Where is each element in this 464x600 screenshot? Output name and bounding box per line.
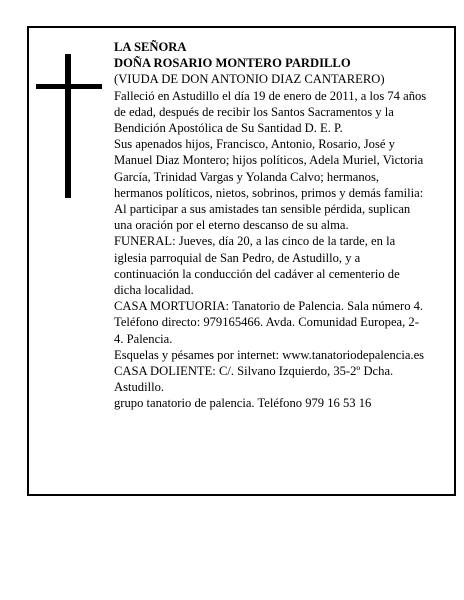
home-paragraph: CASA DOLIENTE: C/. Silvano Izquierdo, 35-2º Dcha. Astudillo. (114, 364, 394, 395)
request-paragraph: Al participar a sus amistades tan sensible pérdida, suplican una oración por el eterno descanso de su alma. (114, 202, 411, 233)
mortuary-paragraph: CASA MORTUORIA: Tanatorio de Palencia. Sala número 4. Teléfono directo: 979165466. Avda. Comunidad Europea, 2-4. Palencia. (114, 299, 424, 346)
death-paragraph: Falleció en Astudillo el día 19 de enero de 2011, a los 74 años de edad, después de recibir los Santos Sacramentos y la Bendición Apostólica de Su Santidad D. E. P. (114, 88, 427, 136)
widow-note: (VIUDA DE DON ANTONIO DIAZ CANTARERO) (114, 72, 385, 87)
cross-horizontal-bar (36, 84, 102, 89)
cross-icon (36, 54, 102, 198)
family-paragraph: Sus apenados hijos, Francisco, Antonio, Rosario, José y Manuel Diaz Montero; hijos políticos, Adela Muriel, Victoria García, Trinidad Vargas y Yolanda Calvo; hermanos, hermanos políticos, nietos, sobrinos, primos y demás familia: (114, 137, 424, 200)
funeral-paragraph: FUNERAL: Jueves, día 20, a las cinco de la tarde, en la iglesia parroquial de San Pedro, de Astudillo, y a continuación la conducción del cadáver al cementerio de dicha localidad. (114, 234, 400, 298)
condolences-paragraph: Esquelas y pésames por internet: www.tanatoriodepalencia.es (114, 347, 425, 362)
obituary-text (114, 39, 428, 412)
cross-vertical-bar (65, 54, 71, 198)
footer-line: grupo tanatorio de palencia. Teléfono 979 16 53 16 (114, 396, 372, 411)
title-line: LA SEÑORA (114, 40, 187, 54)
deceased-name: DOÑA ROSARIO MONTERO PARDILLO (114, 56, 351, 71)
